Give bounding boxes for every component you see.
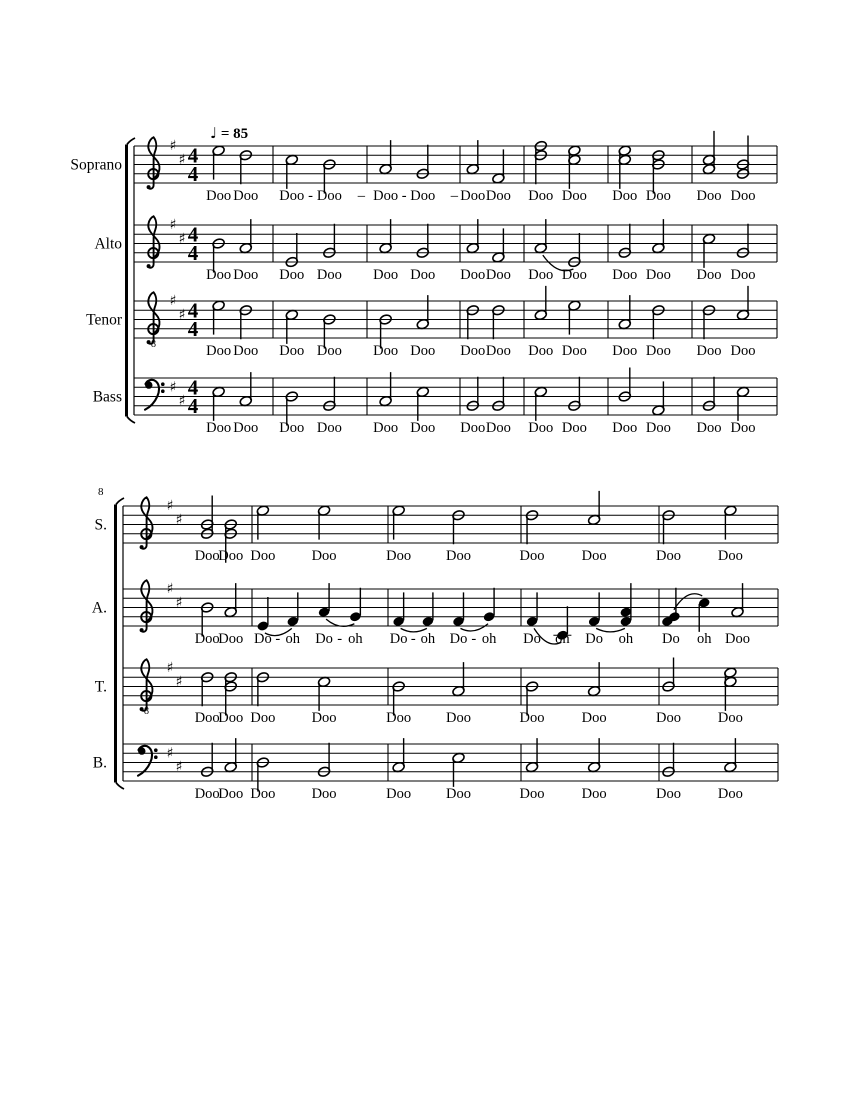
clef-octave-8: 8 xyxy=(144,706,149,717)
lyric-syllable: Doo xyxy=(581,786,607,802)
time-signature-digit: 4 xyxy=(187,298,199,323)
voice-label: A. xyxy=(91,599,107,617)
lyric-syllable: Doo xyxy=(218,786,244,802)
lyric-syllable: Doo xyxy=(233,188,259,204)
lyric-syllable: oh xyxy=(696,631,712,647)
time-signature-digit: 4 xyxy=(187,161,199,186)
lyric-syllable: – xyxy=(357,188,365,204)
lyric-syllable: Doo xyxy=(233,267,259,283)
lyric-syllable: Doo xyxy=(194,548,220,564)
lyric-syllable: Doo xyxy=(460,188,486,204)
lyric-syllable: Do xyxy=(662,631,680,647)
lyric-syllable: - xyxy=(471,631,477,647)
tempo-marking: ♩ = 85 xyxy=(210,124,249,142)
lyric-syllable: Doo xyxy=(386,710,412,726)
lyric-syllable: Doo xyxy=(460,267,486,283)
lyric-syllable: Doo xyxy=(561,267,587,283)
lyric-syllable: Doo xyxy=(373,343,399,359)
lyric-syllable: Doo xyxy=(316,343,342,359)
lyric-syllable: Doo xyxy=(218,710,244,726)
sharp-icon: ♯ xyxy=(175,594,183,611)
lyric-syllable: – xyxy=(450,188,459,204)
lyric-syllable: Doo xyxy=(645,343,671,359)
lyric-syllable: Doo xyxy=(656,786,682,802)
lyric-syllable: Doo xyxy=(460,420,486,436)
lyric-syllable: Doo xyxy=(696,343,722,359)
lyric-syllable: - xyxy=(410,631,416,647)
voice-label: B. xyxy=(92,754,107,772)
voice-label: Alto xyxy=(94,235,122,253)
sharp-icon: ♯ xyxy=(169,379,177,396)
lyric-syllable: Doo xyxy=(386,786,412,802)
lyric-syllable: Doo xyxy=(485,267,511,283)
lyric-syllable: Doo xyxy=(410,188,436,204)
lyric-syllable: Doo xyxy=(730,343,756,359)
voice-label: Bass xyxy=(92,388,122,406)
lyric-syllable: Do xyxy=(523,631,541,647)
lyric-syllable: Doo xyxy=(373,267,399,283)
lyric-syllable: - xyxy=(308,188,314,204)
sharp-icon: ♯ xyxy=(178,151,186,168)
lyric-syllable: Doo xyxy=(218,548,244,564)
time-signature-digit: 4 xyxy=(187,316,199,341)
sharp-icon: ♯ xyxy=(175,759,183,776)
lyric-syllable: oh xyxy=(348,631,363,647)
measure-number: 8 xyxy=(98,486,104,498)
lyric-syllable: Doo xyxy=(730,420,756,436)
lyric-syllable: Doo xyxy=(311,710,337,726)
lyric-syllable: Doo xyxy=(696,420,722,436)
lyric-syllable: Do xyxy=(449,631,468,647)
lyric-syllable: Doo xyxy=(519,786,545,802)
voice-label: Tenor xyxy=(86,311,122,329)
sharp-icon: ♯ xyxy=(169,293,177,309)
sharp-icon: ♯ xyxy=(175,511,183,528)
clef-octave-8: 8 xyxy=(151,339,156,350)
lyric-syllable: Doo xyxy=(194,631,220,647)
lyric-syllable: Doo xyxy=(717,786,743,802)
lyric-syllable: Doo xyxy=(279,343,305,359)
lyric-syllable: Do xyxy=(389,631,408,647)
lyric-syllable: Doo xyxy=(373,188,399,204)
lyric-syllable: Doo xyxy=(206,420,232,436)
lyric-syllable: Doo xyxy=(730,267,756,283)
sharp-icon: ♯ xyxy=(175,673,183,690)
lyric-syllable: Doo xyxy=(528,420,554,436)
lyric-syllable: - xyxy=(401,188,407,204)
lyric-syllable: Doo xyxy=(656,710,682,726)
lyric-syllable: oh xyxy=(618,631,634,647)
lyric-syllable: Do xyxy=(254,631,272,647)
sharp-icon: ♯ xyxy=(169,138,177,154)
voice-label: T. xyxy=(94,678,107,696)
voice-label: Soprano xyxy=(70,156,122,174)
sharp-icon: ♯ xyxy=(166,498,174,514)
sharp-icon: ♯ xyxy=(169,217,177,233)
lyric-syllable: Doo xyxy=(206,267,232,283)
lyric-syllable: Doo xyxy=(279,420,305,436)
lyric-syllable: Doo xyxy=(730,188,756,204)
lyric-syllable: oh xyxy=(555,631,570,647)
lyric-syllable: Doo xyxy=(373,420,399,436)
lyric-syllable: Doo xyxy=(445,548,471,564)
time-signature-digit: 4 xyxy=(187,393,199,418)
lyric-syllable: Doo xyxy=(561,420,587,436)
sharp-icon: ♯ xyxy=(178,230,186,247)
lyric-syllable: Doo xyxy=(612,420,638,436)
time-signature-digit: 4 xyxy=(187,222,199,247)
time-signature-digit: 4 xyxy=(187,240,199,265)
lyric-syllable: Doo xyxy=(519,710,545,726)
lyric-syllable: - xyxy=(337,631,343,647)
lyric-syllable: Doo xyxy=(612,188,638,204)
lyric-syllable: Doo xyxy=(445,710,471,726)
lyric-syllable: Doo xyxy=(485,420,511,436)
lyric-syllable: Doo xyxy=(561,188,587,204)
sharp-icon: ♯ xyxy=(166,660,174,676)
lyric-syllable: Doo xyxy=(250,710,276,726)
lyric-syllable: Doo xyxy=(311,548,337,564)
lyric-syllable: Doo xyxy=(206,188,232,204)
lyric-syllable: Doo xyxy=(519,548,545,564)
lyric-syllable: Doo xyxy=(194,710,220,726)
lyric-syllable: Doo xyxy=(645,420,671,436)
lyric-syllable: Doo xyxy=(485,343,511,359)
lyric-syllable: Doo xyxy=(696,267,722,283)
lyric-syllable: Doo xyxy=(445,786,471,802)
lyric-syllable: Doo xyxy=(460,343,486,359)
sharp-icon: ♯ xyxy=(166,581,174,597)
lyric-syllable: Doo xyxy=(410,267,436,283)
lyric-syllable: Doo xyxy=(528,267,554,283)
lyric-syllable: Doo xyxy=(233,420,259,436)
lyric-syllable: Doo xyxy=(250,548,276,564)
lyric-syllable: Doo xyxy=(725,631,751,647)
lyric-syllable: Doo xyxy=(316,188,342,204)
system-bracket xyxy=(125,145,128,417)
time-signature-digit: 4 xyxy=(187,375,199,400)
lyric-syllable: Doo xyxy=(250,786,276,802)
lyric-syllable: Doo xyxy=(485,188,511,204)
sharp-icon: ♯ xyxy=(166,745,174,762)
lyric-syllable: Doo xyxy=(581,710,607,726)
lyric-syllable: Do xyxy=(315,631,333,647)
lyric-syllable: Doo xyxy=(311,786,337,802)
lyric-syllable: Doo xyxy=(696,188,722,204)
lyric-syllable: oh xyxy=(420,631,436,647)
lyric-syllable: Doo xyxy=(561,343,587,359)
voice-label: S. xyxy=(94,516,107,534)
lyric-syllable: Doo xyxy=(656,548,682,564)
lyric-syllable: Doo xyxy=(645,267,671,283)
lyric-syllable: Doo xyxy=(410,420,436,436)
lyric-syllable: Doo xyxy=(194,786,220,802)
sharp-icon: ♯ xyxy=(178,393,186,410)
lyric-syllable: Doo xyxy=(612,267,638,283)
lyric-syllable: Doo xyxy=(717,710,743,726)
lyric-syllable: Doo xyxy=(717,548,743,564)
lyric-syllable: Doo xyxy=(612,343,638,359)
lyric-syllable: Do xyxy=(585,631,604,647)
lyric-syllable: Doo xyxy=(206,343,232,359)
lyric-syllable: Doo xyxy=(279,188,305,204)
lyric-syllable: - xyxy=(275,631,281,647)
lyric-syllable: Doo xyxy=(528,343,554,359)
lyric-syllable: Doo xyxy=(316,420,342,436)
lyric-syllable: oh xyxy=(481,631,497,647)
lyric-syllable: Doo xyxy=(218,631,244,647)
lyric-syllable: Doo xyxy=(386,548,412,564)
lyric-syllable: Doo xyxy=(233,343,259,359)
system-bracket xyxy=(114,505,117,783)
lyric-syllable: Doo xyxy=(279,267,305,283)
time-signature-digit: 4 xyxy=(187,143,199,168)
sharp-icon: ♯ xyxy=(178,306,186,323)
lyric-syllable: Doo xyxy=(645,188,671,204)
lyric-syllable: Doo xyxy=(581,548,607,564)
lyric-syllable: Doo xyxy=(410,343,436,359)
lyric-syllable: Doo xyxy=(528,188,554,204)
lyric-syllable: Doo xyxy=(316,267,342,283)
lyric-syllable: oh xyxy=(285,631,301,647)
